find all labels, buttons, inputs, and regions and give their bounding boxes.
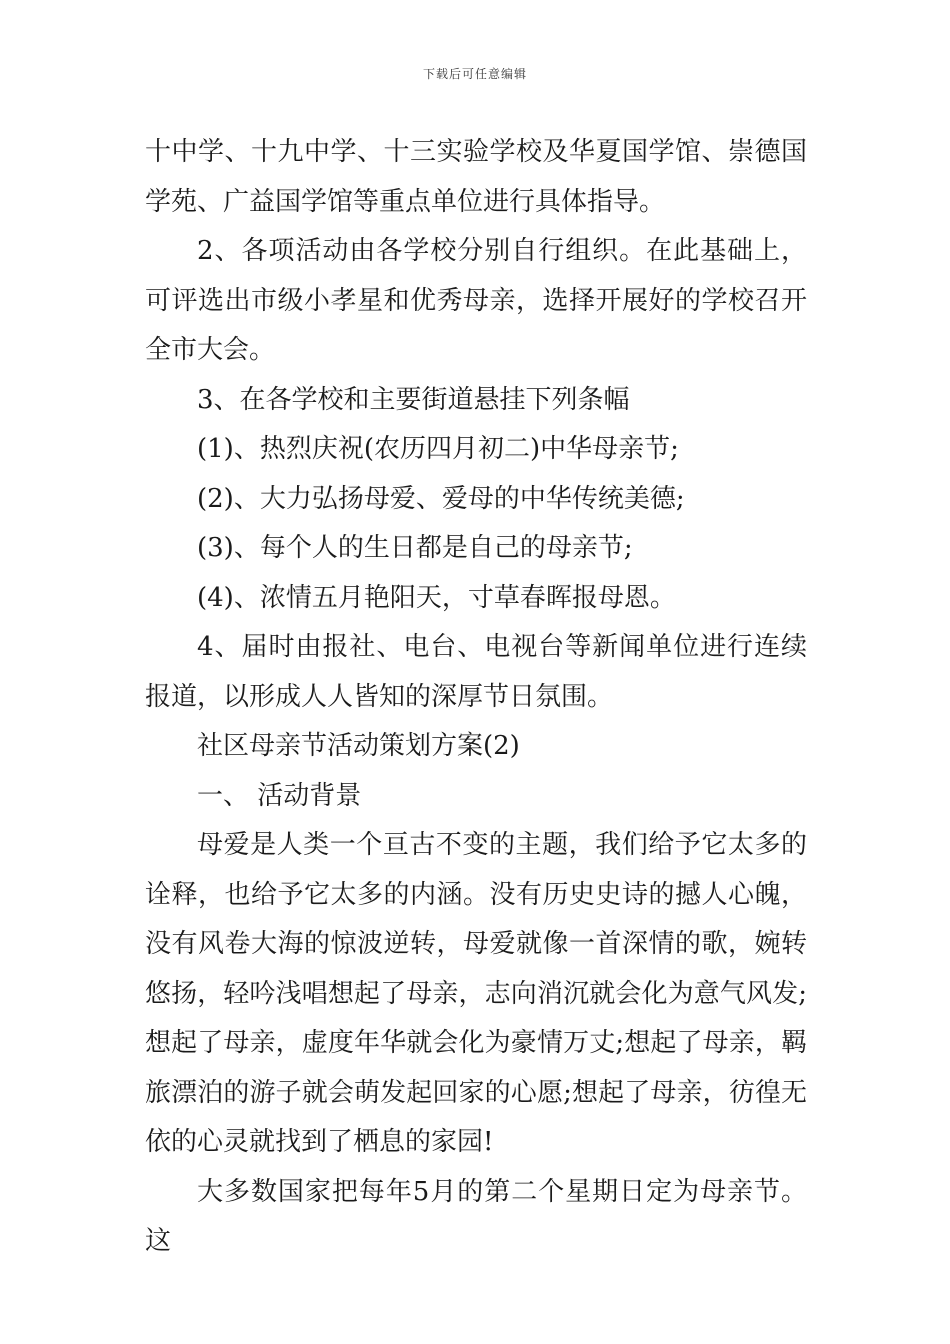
section-title: 社区母亲节活动策划方案(2) <box>197 731 520 761</box>
paragraph-banner-3: (3)、每个人的生日都是自己的母亲节; <box>197 533 633 563</box>
section-heading-background: 一、 活动背景 <box>197 780 362 811</box>
document-body <box>145 128 807 1267</box>
paragraph-background: 母爱是人类一个亘古不变的主题，我们给予它太多的诠释，也给予它太多的内涵。没有历史史诗的撼人心魄，没有风卷大海的惊波逆转，母爱就像一首深情的歌，婉转悠扬，轻吟浅唱想起了母亲，志向消沉就会化为意气风发;想起了母亲，虚度年华就会化为豪情万丈;想起了母亲，羁旅漂泊的游子就会萌发起回家的心愿;想起了母亲，彷徨无依的心灵就找到了栖息的家园! <box>145 830 807 1157</box>
paragraph-2: 2、各项活动由各学校分别自行组织。在此基础上，可评选出市级小孝星和优秀母亲，选择开展好的学校召开全市大会。 <box>145 236 807 365</box>
paragraph-3: 3、在各学校和主要街道悬挂下列条幅 <box>197 384 630 415</box>
paragraph-banner-4: (4)、浓情五月艳阳天，寸草春晖报母恩。 <box>197 582 676 613</box>
paragraph-banner-2: (2)、大力弘扬母爱、爱母的中华传统美德; <box>197 483 685 514</box>
paragraph-last: 大多数国家把每年5月的第二个星期日定为母亲节。这 <box>145 1176 807 1256</box>
paragraph-4: 4、届时由报社、电台、电视台等新闻单位进行连续报道，以形成人人皆知的深厚节日氛围。 <box>145 632 807 712</box>
paragraph-1: 十中学、十九中学、十三实验学校及华夏国学馆、崇德国学苑、广益国学馆等重点单位进行具体指导。 <box>145 137 807 217</box>
paragraph-banner-1: (1)、热烈庆祝(农历四月初二)中华母亲节; <box>197 434 679 464</box>
page-header: 下载后可任意编辑 <box>422 67 527 81</box>
